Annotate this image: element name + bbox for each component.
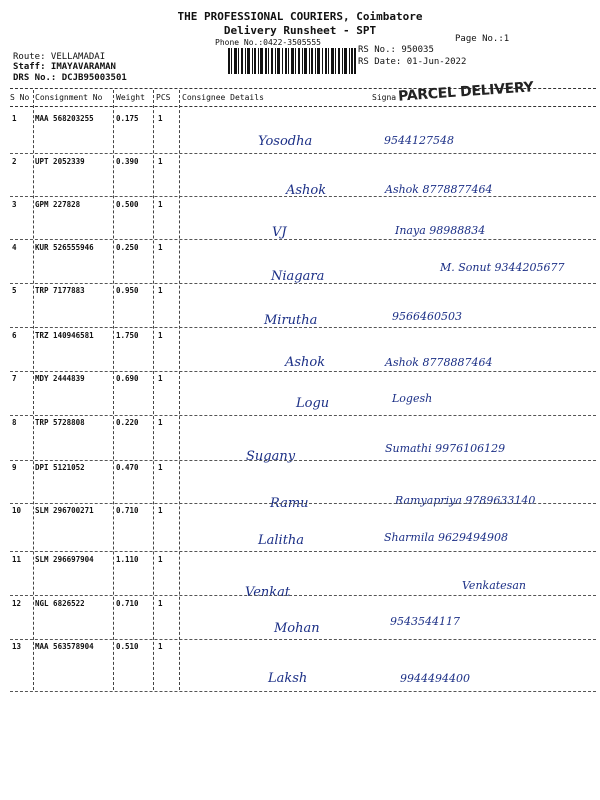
row-divider (10, 415, 596, 416)
cell-sno: 1 (12, 114, 17, 123)
handwritten-consignee: Laksh (268, 671, 308, 686)
row-divider (10, 503, 596, 504)
cell-sno: 7 (12, 374, 17, 383)
handwritten-signature: Inaya 98988834 (395, 224, 486, 237)
cell-consignment: DPI 5121052 (35, 463, 85, 472)
cell-consignment: MAA 563578904 (35, 642, 94, 651)
company-title: THE PROFESSIONAL COURIERS, Coimbatore (177, 10, 423, 23)
cell-pcs: 1 (158, 599, 163, 608)
column-divider (179, 90, 180, 690)
col-consignee: Consignee Details (182, 93, 264, 102)
handwritten-signature: Ramyapriya 9789633140 (395, 494, 536, 507)
handwritten-signature: M. Sonut 9344205677 (440, 261, 565, 274)
staff: Staff: IMAYAVARAMAN (13, 62, 116, 72)
handwritten-consignee: Mohan (274, 621, 320, 636)
column-divider (153, 90, 154, 690)
handwritten-consignee: Yosodha (258, 134, 313, 149)
handwritten-signature: 9543544117 (390, 615, 460, 628)
cell-consignment: TRZ 140946581 (35, 331, 94, 340)
cell-consignment: TRP 7177883 (35, 286, 85, 295)
cell-pcs: 1 (158, 642, 163, 651)
cell-sno: 5 (12, 286, 17, 295)
handwritten-consignee: Lalitha (258, 533, 305, 548)
cell-weight: 0.500 (116, 200, 139, 209)
column-divider (33, 90, 34, 690)
cell-pcs: 1 (158, 286, 163, 295)
cell-sno: 12 (12, 599, 22, 608)
row-divider (10, 460, 596, 461)
cell-weight: 0.175 (116, 114, 139, 123)
handwritten-consignee: Sugany (246, 449, 296, 464)
cell-sno: 11 (12, 555, 22, 564)
cell-weight: 0.250 (116, 243, 139, 252)
handwritten-signature: Sumathi 9976106129 (385, 442, 506, 455)
cell-weight: 0.710 (116, 599, 139, 608)
handwritten-consignee: Venkat (245, 585, 291, 600)
cell-weight: 0.710 (116, 506, 139, 515)
column-divider (113, 90, 114, 690)
handwritten-consignee: Ashok (286, 183, 327, 198)
cell-consignment: UPT 2052339 (35, 157, 85, 166)
row-divider (10, 153, 596, 154)
cell-sno: 13 (12, 642, 22, 651)
handwritten-consignee: Ashok (285, 355, 326, 370)
row-divider (10, 196, 596, 197)
page-number: Page No.:1 (455, 34, 510, 44)
cell-weight: 0.470 (116, 463, 139, 472)
cell-consignment: SLM 296697904 (35, 555, 94, 564)
handwritten-consignee: Ramu (270, 496, 309, 511)
rs-date: RS Date: 01-Jun-2022 (358, 57, 467, 67)
cell-pcs: 1 (158, 555, 163, 564)
cell-consignment: MAA 568203255 (35, 114, 94, 123)
row-divider (10, 371, 596, 372)
cell-pcs: 1 (158, 243, 163, 252)
handwritten-signature: Sharmila 9629494908 (384, 531, 508, 544)
cell-consignment: NGL 6826522 (35, 599, 85, 608)
handwritten-consignee: Niagara (271, 269, 325, 284)
handwritten-signature: 9944494400 (400, 672, 470, 685)
row-divider (10, 327, 596, 328)
row-divider (10, 639, 596, 640)
barcode-image (228, 48, 356, 74)
phone-number: Phone No.:0422-3505555 (215, 38, 321, 47)
cell-weight: 0.950 (116, 286, 139, 295)
cell-weight: 0.510 (116, 642, 139, 651)
cell-pcs: 1 (158, 157, 163, 166)
cell-sno: 4 (12, 243, 17, 252)
col-consignment: Consignment No (35, 93, 103, 102)
header-divider (10, 106, 596, 107)
row-divider (10, 691, 596, 692)
cell-pcs: 1 (158, 418, 163, 427)
cell-consignment: MDY 2444839 (35, 374, 85, 383)
handwritten-signature: Logesh (392, 392, 433, 405)
handwritten-signature: Ashok 8778887464 (385, 356, 493, 369)
cell-pcs: 1 (158, 331, 163, 340)
cell-weight: 0.220 (116, 418, 139, 427)
handwritten-signature: 9566460503 (392, 310, 462, 323)
cell-pcs: 1 (158, 114, 163, 123)
row-divider (10, 551, 596, 552)
handwritten-consignee: VJ (272, 225, 287, 240)
cell-consignment: GPM 227828 (35, 200, 81, 209)
cell-consignment: KUR 526555946 (35, 243, 94, 252)
handwritten-signature: 9544127548 (384, 134, 454, 147)
cell-sno: 9 (12, 463, 17, 472)
parcel-delivery-stamp: PARCEL DELIVERY (397, 79, 534, 105)
row-divider (10, 239, 596, 240)
cell-sno: 2 (12, 157, 17, 166)
col-sno: S No (10, 93, 30, 102)
row-divider (10, 283, 596, 284)
row-divider (10, 595, 596, 596)
cell-consignment: TRP 5728808 (35, 418, 85, 427)
cell-sno: 8 (12, 418, 17, 427)
handwritten-signature: Venkatesan (462, 579, 526, 592)
cell-weight: 0.390 (116, 157, 139, 166)
cell-weight: 0.690 (116, 374, 139, 383)
cell-pcs: 1 (158, 506, 163, 515)
cell-pcs: 1 (158, 374, 163, 383)
drs-number: DRS No.: DCJB95003501 (13, 73, 127, 83)
route: Route: VELLAMADAI (13, 52, 106, 62)
cell-sno: 6 (12, 331, 17, 340)
col-weight: Weight (116, 93, 145, 102)
cell-pcs: 1 (158, 463, 163, 472)
handwritten-consignee: Mirutha (264, 313, 318, 328)
cell-sno: 10 (12, 506, 22, 515)
cell-sno: 3 (12, 200, 17, 209)
col-signature: Signa (372, 93, 397, 102)
cell-pcs: 1 (158, 200, 163, 209)
cell-weight: 1.110 (116, 555, 139, 564)
handwritten-consignee: Logu (296, 396, 330, 411)
rs-number: RS No.: 950035 (358, 45, 434, 55)
col-pcs: PCS (156, 93, 171, 102)
cell-weight: 1.750 (116, 331, 139, 340)
sheet-title: Delivery Runsheet - SPT (223, 24, 377, 37)
handwritten-signature: Ashok 8778877464 (385, 183, 493, 196)
cell-consignment: SLM 296700271 (35, 506, 94, 515)
